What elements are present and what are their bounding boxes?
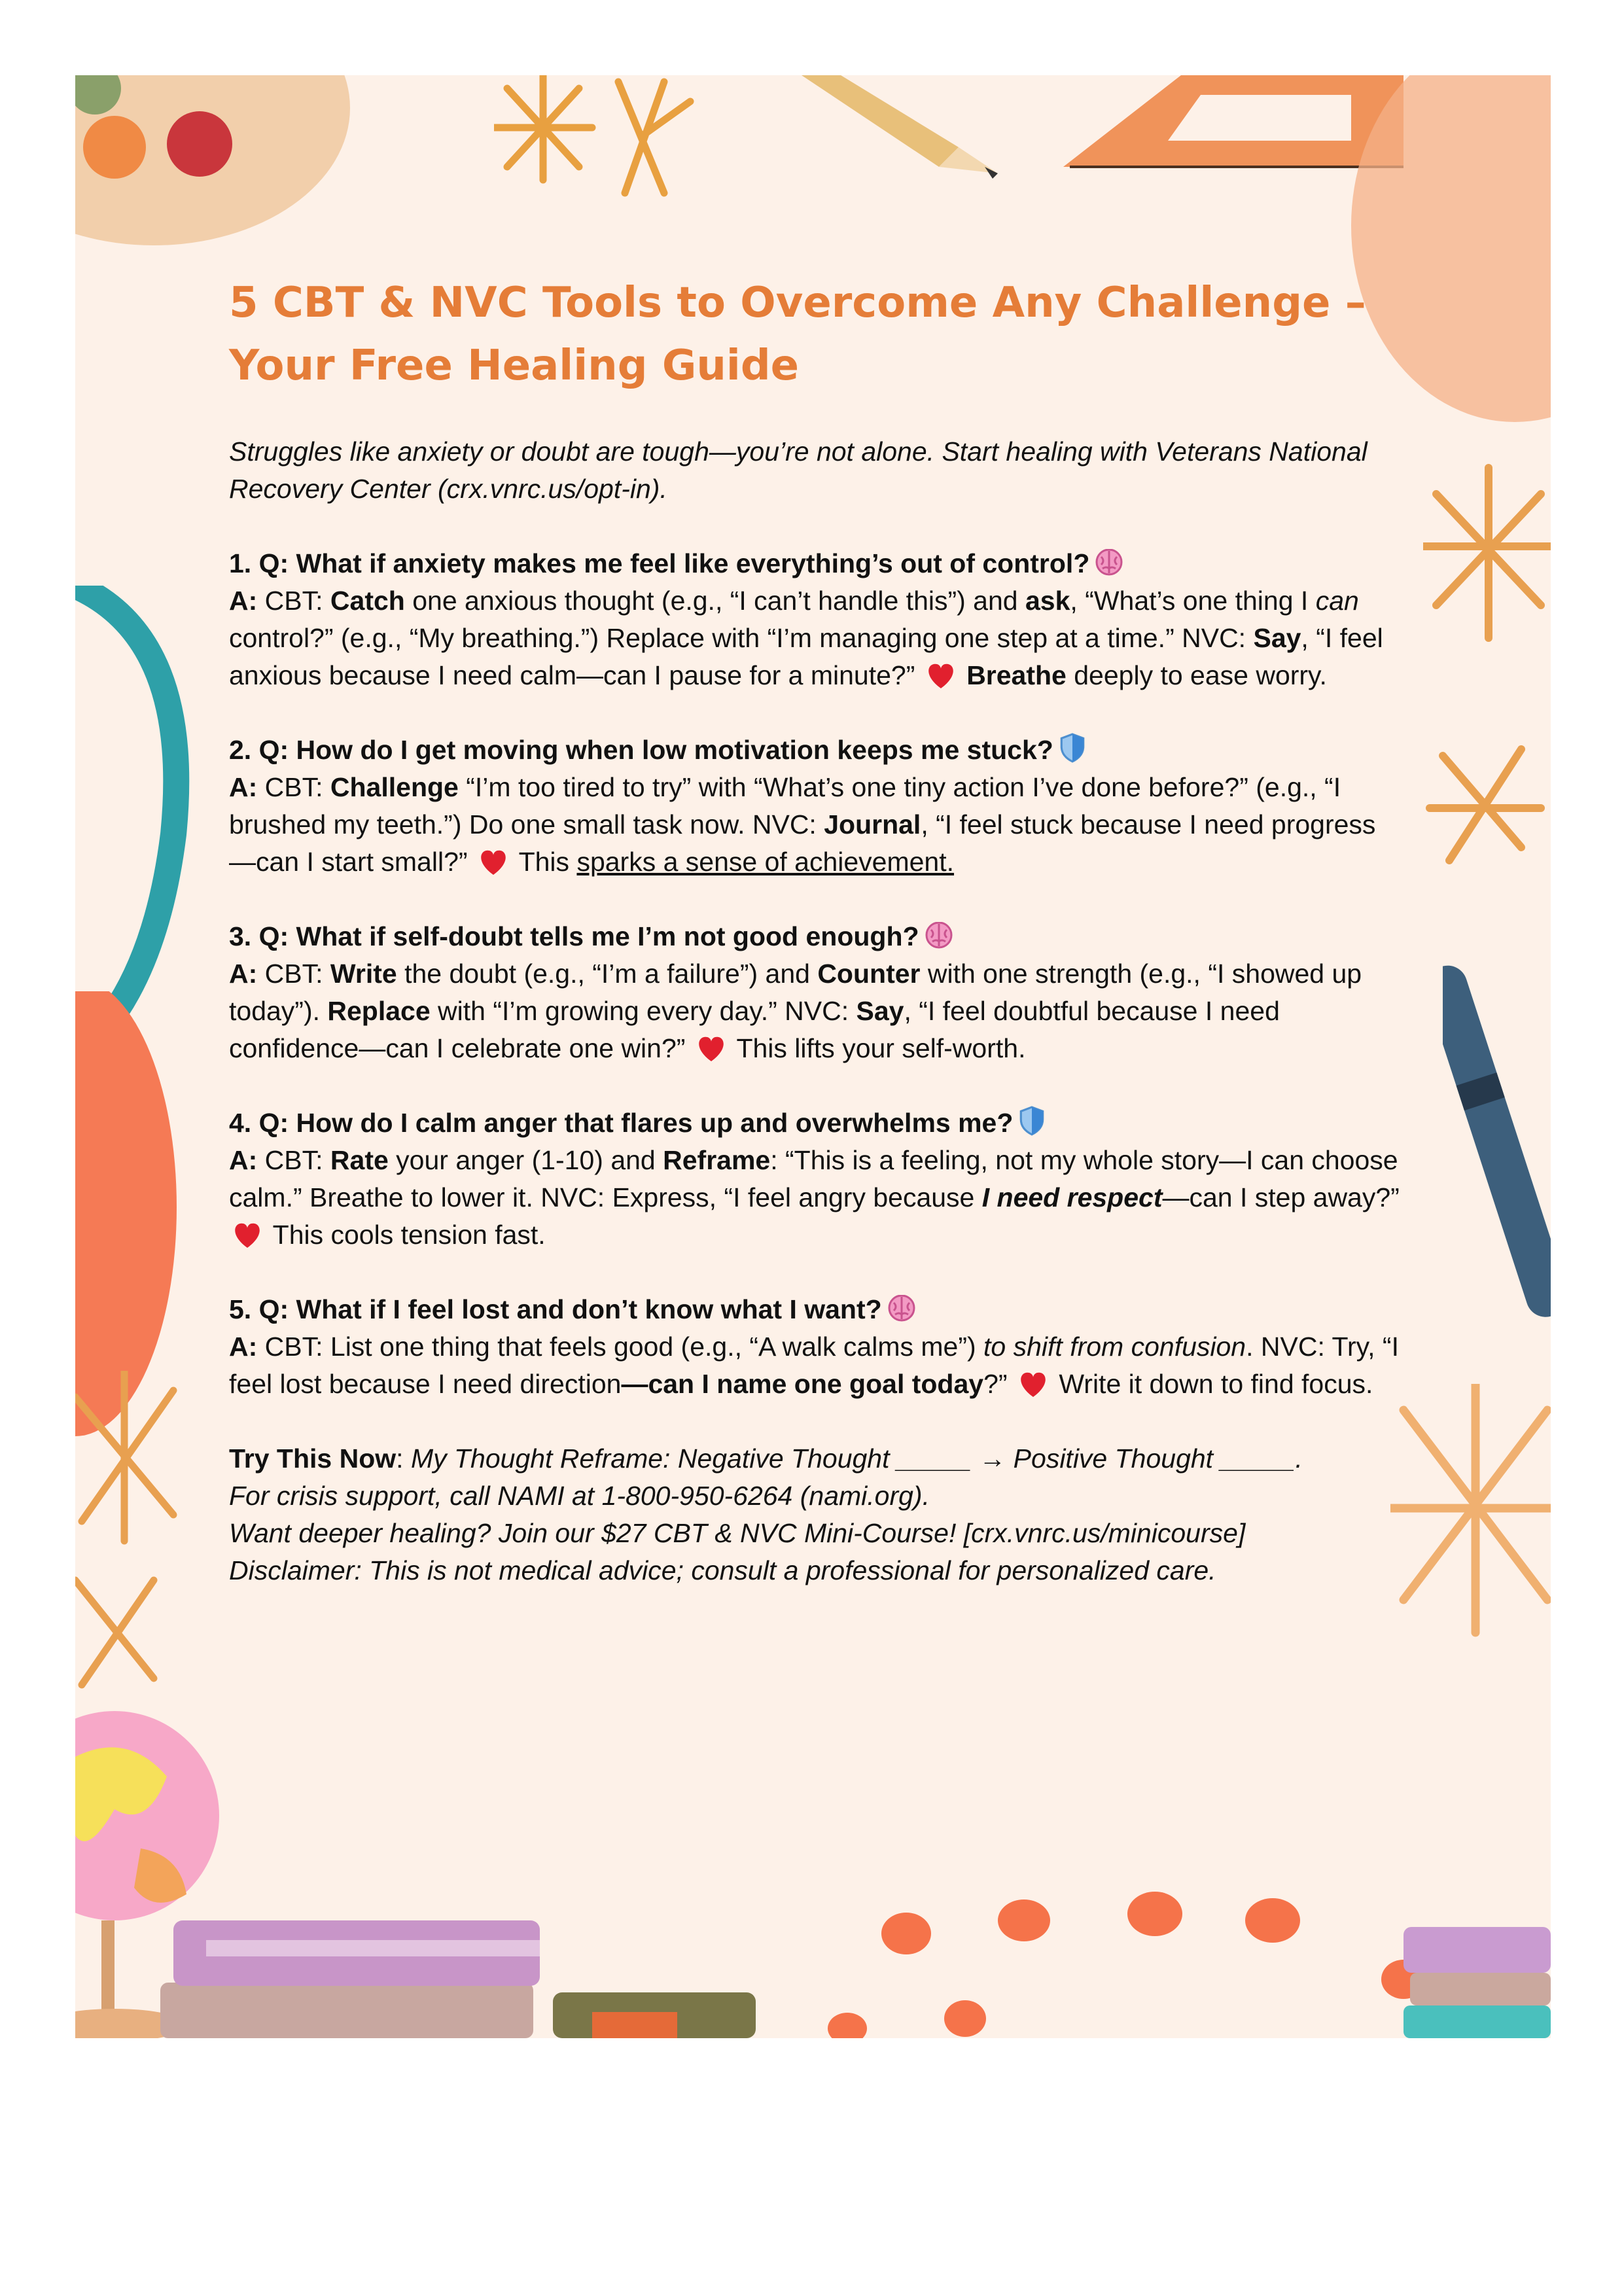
answer-emphasis: Breathe [966, 660, 1067, 690]
answer-segment: This cools tension fast. [266, 1220, 546, 1250]
try-this-now [229, 1440, 1400, 1477]
answer-segment: ?” [983, 1369, 1015, 1399]
question-text: 3. Q: What if self-doubt tells me I’m not good enough? [229, 921, 919, 951]
answer-segment: , “What’s one thing I [1070, 586, 1316, 616]
question-text: 5. Q: What if I feel lost and don’t know what I want? [229, 1294, 882, 1324]
answer-emphasis: Rate [330, 1145, 389, 1175]
starburst-decoration [75, 1371, 186, 1698]
shield-icon [1018, 1106, 1046, 1136]
question-heading [229, 918, 1400, 955]
qa-item-1 [229, 545, 1400, 694]
answer-segment: “I’m too tired to try” with “What’s one tiny action I’ve done before?” (e.g., “I brushed my teeth.”) Do one small task now. NVC: [229, 772, 1341, 839]
answer-text [229, 582, 1400, 694]
answer-segment: This lifts your self-worth. [729, 1033, 1026, 1063]
answer-segment: control?” (e.g., “My breathing.”) Replace with “I’m managing one step at a time.” NVC: [229, 623, 1254, 653]
answer-label: A: [229, 1145, 258, 1175]
answer-emphasis: Replace [327, 996, 431, 1026]
answer-text [229, 1142, 1400, 1254]
answer-segment: the doubt (e.g., “I’m a failure”) and [397, 959, 818, 989]
answer-segment: CBT: [257, 959, 330, 989]
answer-segment: . NVC: Try, “I feel lost because I need direction [229, 1332, 1399, 1399]
guide-content [229, 272, 1400, 1589]
answer-segment: , “I feel doubtful because I need confidence—can I celebrate one win?” [229, 996, 1280, 1063]
answer-emphasis: —can I name one goal today [621, 1369, 984, 1399]
qa-item-4 [229, 1104, 1400, 1254]
qa-item-3 [229, 918, 1400, 1067]
answer-segment: your anger (1-10) and [388, 1145, 663, 1175]
qa-item-5 [229, 1291, 1400, 1403]
footer-notes [229, 1440, 1400, 1589]
answer-segment: deeply to ease worry. [1066, 660, 1327, 690]
disclaimer: Disclaimer: This is not medical advice; consult a professional for personalized care. [229, 1555, 1216, 1585]
answer-emphasis: ask [1025, 586, 1070, 616]
brain-icon [887, 1295, 917, 1322]
heart-icon [927, 662, 955, 690]
answer-text [229, 955, 1400, 1067]
books-illustration [1403, 1927, 1551, 2038]
answer-segment: Write it down to find focus. [1051, 1369, 1373, 1399]
heart-icon [697, 1035, 726, 1063]
answer-label: A: [229, 772, 258, 802]
answer-text [229, 1328, 1400, 1403]
heart-icon [233, 1222, 262, 1249]
book-illustration [553, 1992, 756, 2038]
answer-emphasis: Reframe [663, 1145, 771, 1175]
course-promo: Want deeper healing? Join our $27 CBT & NVC Mini-Course! [crx.vnrc.us/minicourse] [229, 1518, 1246, 1548]
intro-text: Struggles like anxiety or doubt are tough—you’re not alone. Start healing with Veterans National Recovery Center (crx.vnrc.us/opt-in). [229, 436, 1368, 504]
starburst-decoration [494, 75, 703, 206]
page-title: 5 CBT & NVC Tools to Overcome Any Challenge – Your Free Healing Guide [229, 279, 1366, 390]
dots-decoration [815, 1888, 1469, 2038]
question-heading [229, 1104, 1400, 1142]
answer-underlined: sparks a sense of achievement. [576, 847, 955, 877]
brain-icon [925, 922, 955, 949]
answer-emphasis: Challenge [330, 772, 459, 802]
answer-label: A: [229, 586, 258, 616]
shield-icon [1059, 733, 1086, 763]
answer-segment: one anxious thought (e.g., “I can’t handle this”) and [404, 586, 1025, 616]
heart-icon [479, 849, 508, 876]
answer-emphasis: Catch [330, 586, 405, 616]
answer-emphasis: Write [330, 959, 397, 989]
try-label: Try This Now [229, 1443, 397, 1474]
starburst-decoration [1390, 1384, 1551, 1685]
answer-emphasis: Say [1253, 623, 1301, 653]
answer-label: A: [229, 959, 258, 989]
books-illustration [160, 1920, 553, 2038]
answer-segment: : “This is a feeling, not my whole story—I can choose calm.” Breathe to lower it. NVC: Express, “I feel angry because [229, 1145, 1398, 1212]
answer-segment: , “I feel stuck because I need progress—can I start small?” [229, 809, 1376, 877]
brain-icon [1095, 549, 1125, 576]
answer-segment: , “I feel anxious because I need calm—can I pause for a minute?” [229, 623, 1383, 690]
answer-segment: This [511, 847, 577, 877]
qa-item-2 [229, 732, 1400, 881]
question-text: 1. Q: What if anxiety makes me feel like everything’s out of control? [229, 548, 1090, 578]
question-text: 2. Q: How do I get moving when low motivation keeps me stuck? [229, 735, 1053, 765]
question-heading [229, 545, 1400, 582]
answer-segment: CBT: [257, 586, 330, 616]
starburst-decoration [1423, 442, 1551, 932]
answer-text [229, 769, 1400, 881]
answer-emphasis: Say [856, 996, 904, 1026]
answer-segment: CBT: List one thing that feels good (e.g., “A walk calms me”) [257, 1332, 984, 1362]
answer-emphasis: Counter [817, 959, 921, 989]
answer-italic: can [1315, 586, 1359, 616]
answer-bold-italic: I need respect [981, 1182, 1163, 1212]
crisis-support: For crisis support, call NAMI at 1-800-950-6264 (nami.org). [229, 1481, 930, 1511]
try-colon: : [396, 1443, 411, 1474]
answer-italic: to shift from confusion [983, 1332, 1246, 1362]
pen-illustration [1443, 959, 1551, 1325]
try-text: My Thought Reframe: Negative Thought _____ → Positive Thought _____. [410, 1443, 1303, 1474]
answer-segment: —can I step away?” [1162, 1182, 1400, 1212]
answer-segment: with one strength (e.g., “I showed up today”). [229, 959, 1362, 1026]
paint-palette-illustration [75, 75, 350, 245]
question-heading [229, 732, 1400, 769]
answer-segment: CBT: [257, 772, 330, 802]
answer-segment: with “I’m growing every day.” NVC: [430, 996, 856, 1026]
answer-emphasis: Journal [824, 809, 921, 839]
answer-label: A: [229, 1332, 258, 1362]
heart-icon [1019, 1371, 1048, 1398]
question-text: 4. Q: How do I calm anger that flares up and overwhelms me? [229, 1108, 1014, 1138]
question-heading [229, 1291, 1400, 1328]
answer-segment: CBT: [257, 1145, 330, 1175]
